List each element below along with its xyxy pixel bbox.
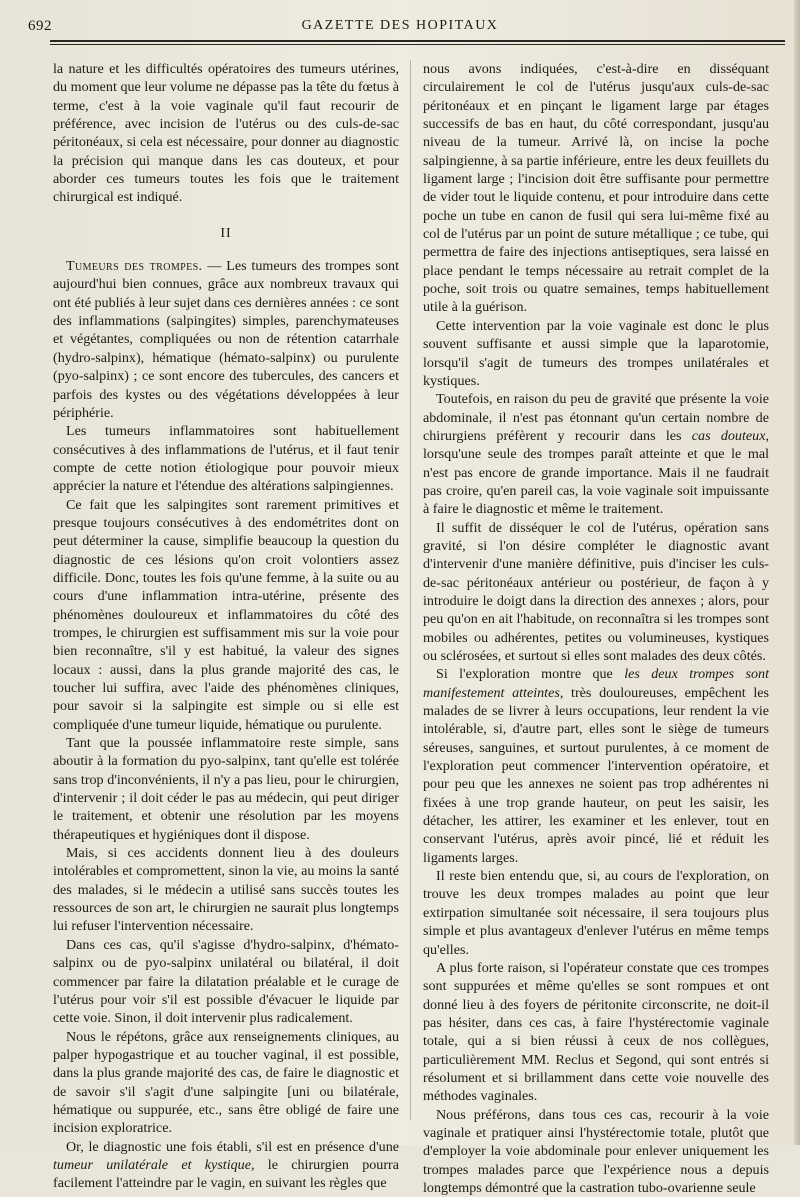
paragraph: Ce fait que les salpingites sont rarement primitives et presque toujours consécutives à des endométrites dont on peut déterminer la cause, simplifie beaucoup la question du diagnostic de ces lésions qu'on croit volontiers assez difficile. Donc, toutes les fois qu'une femme, à la suite ou au cours d'une inflammation intra-utérine, présente des phénomènes douloureux et inflammatoires du côté des trompes, le chirurgien est suffisamment mis sur la voie pour bien reconnaître, s'il y est habitué, la valeur des signes locaux : aussi, dans la plus grande majorité des cas, le toucher lui suffira, avec l'aide des phénomènes cliniques, pour savoir si la salpingite est simple ou si elle est compliquée d'une tumeur liquide, hématique ou purulente. xyxy=(53,496,399,733)
paragraph xyxy=(423,665,769,867)
header-rule-thick xyxy=(50,40,785,42)
emphasis: les deux trompes sont manifestement atteintes xyxy=(423,666,769,701)
section-number: II xyxy=(220,225,232,241)
paragraph xyxy=(53,257,399,422)
paragraph: A plus forte raison, si l'opérateur constate que ces trompes sont suppurées et même qu'elles se sont rompues et ont donné lieu à des foyers de péritonite circonscrite, ne doit-il pas hésiter, dans ces cas, à faire l'hystérectomie vaginale totale, qui a si bien réussi à ceux de nos collègues, particulièrement MM. Reclus et Segond, qui sont entrés si résolument et si brillamment dans cette voie nouvelle des méthodes vaginales. xyxy=(423,959,769,1105)
paragraph: Tant que la poussée inflammatoire reste simple, sans aboutir à la formation du pyo-salpinx, tant qu'elle est tolérée sans trop d'inconvénients, il n'y a pas lieu, pour le chirurgien, d'intervenir ; il doit céder le pas au médecin, qui peut diriger le traitement, et obtenir une résolution par les moyens thérapeutiques et hygiéniques dont il dispose. xyxy=(53,735,399,843)
emphasis: tumeur unilatérale et kystique xyxy=(53,1156,251,1173)
running-title: GAZETTE DES HOPITAUX xyxy=(301,18,499,33)
paragraph-text: Toutefois, en raison du peu de gravité que présente la voie abdominale, il n'est pas étonnant qu'un certain nombre de chirurgiens préfèrent y recourir dans les xyxy=(423,391,769,444)
paragraph xyxy=(53,1138,399,1193)
page-number: 692 xyxy=(28,18,52,34)
paragraph: la nature et les difficultés opératoires des tumeurs utérines, du moment que leur volume ne dépasse pas la tête du fœtus à terme, c'est à la voie vaginale qu'il faut recourir de préférence, avec incision de l'utérus ou des culs-de-sac péritonéaux, si cela est nécessaire, pour donner au diagnostic la précision qui manque dans les cas douteux, et pour aborder ces tumeurs toutes les fois que le traitement chirurgical est indiqué. xyxy=(53,61,399,206)
paragraph: Il reste bien entendu que, si, au cours de l'exploration, on trouve les deux trompes malades au point que leur extirpation simultanée soit nécessaire, il sera toujours plus simple et plus avantageux d'enlever l'utérus en même temps qu'elles. xyxy=(423,868,769,958)
paragraph: Les tumeurs inflammatoires sont habituellement consécutives à des inflammations de l'utérus, et il faut tenir compte de cette notion étiologique pour pouvoir mieux apprécier la nature et l'étendue des altérations salpingiennes. xyxy=(53,423,399,495)
paragraph: Mais, si ces accidents donnent lieu à des douleurs intolérables et compromettent, sinon la vie, au moins la santé des malades, si le médecin a utilisé sans succès toutes les ressources de son art, le chirurgien ne saurait plus longtemps lui refuser l'intervention nécessaire. xyxy=(53,845,399,935)
column-divider xyxy=(410,60,411,1120)
paragraph: nous avons indiquées, c'est-à-dire en disséquant circulairement le col de l'utérus jusqu'aux culs-de-sac péritonéaux et en pinçant le ligament large par étages successifs de bas en haut, du côté correspondant, jusqu'au niveau de la tumeur. Arrivé là, on incise la poche salpingienne, à sa partie inférieure, entre les deux feuillets du ligament large ; l'incision doit être suffisante pour permettre de vider tout le liquide contenu, et pour introduire dans cette poche un tube en canon de fusil qui sera lui-même fixé au col de l'utérus par un point de suture métallique ; ce tube, qui permettra de faire des injections antiseptiques, sera laissé en place pendant le temps nécessaire au retrait complet de la poche, soit trois ou quatre semaines, temps habituellement utile à la guérison. xyxy=(423,61,769,316)
page-edge-shadow xyxy=(794,0,800,1145)
paragraph-text: , lorsqu'une seule des trompes paraît atteinte et que le mal n'est pas encore de grande importance. Mais il ne faudrait pas croire, qu'en pareil cas, la voie vaginale soit impuissante à faire le diagnostic et même le traitement. xyxy=(423,427,769,518)
right-column xyxy=(423,60,769,1197)
paragraph: Nous le répétons, grâce aux renseignements cliniques, au palper hypogastrique et au toucher vaginal, il est possible, dans la plus grande majorité des cas, de faire le diagnostic et de savoir s'il s'agit d'une salpingite [uni ou bilatérale, hématique ou suppurée, etc., sans être obligé de faire une incision exploratrice. xyxy=(53,1028,399,1137)
paragraph xyxy=(423,390,769,518)
paragraph: Il suffit de disséquer le col de l'utérus, opération sans gravité, si l'on désire compléter le diagnostic avant d'intervenir d'une manière définitive, puis d'inciser les culs-de-sac péritonéaux antérieur ou postérieur, de façon à y introduire le doigt dans la direction des annexes ; alors, pour peu qu'on en ait l'habitude, on reconnaîtra si les trompes sont mobiles ou adhérentes, petites ou volumineuses, kystiques ou sclérosées, et surtout si elles sont malades des deux côtés. xyxy=(423,519,769,664)
left-column xyxy=(53,60,399,1193)
emphasis: cas douteux xyxy=(691,427,766,444)
paragraph-text: , le chirurgien pourra facilement l'atteindre par le vagin, en suivant les règles que xyxy=(53,1156,399,1192)
paragraph-text: Or, le diagnostic une fois établi, s'il est en présence d'une xyxy=(66,1138,399,1155)
section-title: Tumeurs des trompes. xyxy=(66,258,203,275)
header-rule-thin xyxy=(50,44,785,45)
paragraph: Nous préférons, dans tous ces cas, recourir à la voie vaginale et pratiquer ainsi l'hystérectomie totale, plutôt que d'employer la voie abdominale pour enlever uniquement les trompes malades parce que l'expérience nous a depuis longtemps démontré que la castration tubo-ovarienne seule xyxy=(423,1106,769,1196)
paragraph-text: Si l'exploration montre que xyxy=(436,666,625,683)
paragraph-text: — Les tumeurs des trompes sont aujourd'hui bien connues, grâce aux nombreux travaux qui ont été publiés à leur sujet dans ces dernières années : ce sont des inflammations (salpingites) simples, parenchymateuses et végétantes, compliquées ou non de rétention catarrhale (hydro-salpinx), hématique (hémato-salpinx) ou purulente (pyo-salpinx) ; ce sont encore des tubercules, des cancers et parfois des kystes ou des végétations développées à leur périphérie. xyxy=(53,258,399,421)
paragraph: Dans ces cas, qu'il s'agisse d'hydro-salpinx, d'hémato-salpinx ou de pyo-salpinx unilatéral ou bilatéral, il doit commencer par faire la dilatation préalable et le curage de l'utérus pour voir s'il est possible d'évacuer le liquide par cette voie. Sinon, il doit intervenir plus radicalement. xyxy=(53,936,399,1027)
paragraph: Cette intervention par la voie vaginale est donc le plus souvent suffisante et aussi simple que la laparotomie, lorsqu'il s'agit de tumeurs des trompes unilatérales et kystiques. xyxy=(423,317,769,389)
paragraph-text: , très douloureuses, empêchent les malades de se livrer à leurs occupations, leur rendent la vie intolérable, si, d'autre part, elles sont le siège de tumeurs séreuses, sanguines, et surtout purulentes, à ce moment de l'exploration peut commencer l'intervention opératoire, et pour peu que les annexes ne soient pas trop adhérentes ni fixées à une trop grande hauteur, on peut les saisir, les détacher, les attirer, les examiner et les enlever, tout en conservant l'utérus, après avoir pincé, lié et réduit les ligaments larges. xyxy=(423,684,770,866)
